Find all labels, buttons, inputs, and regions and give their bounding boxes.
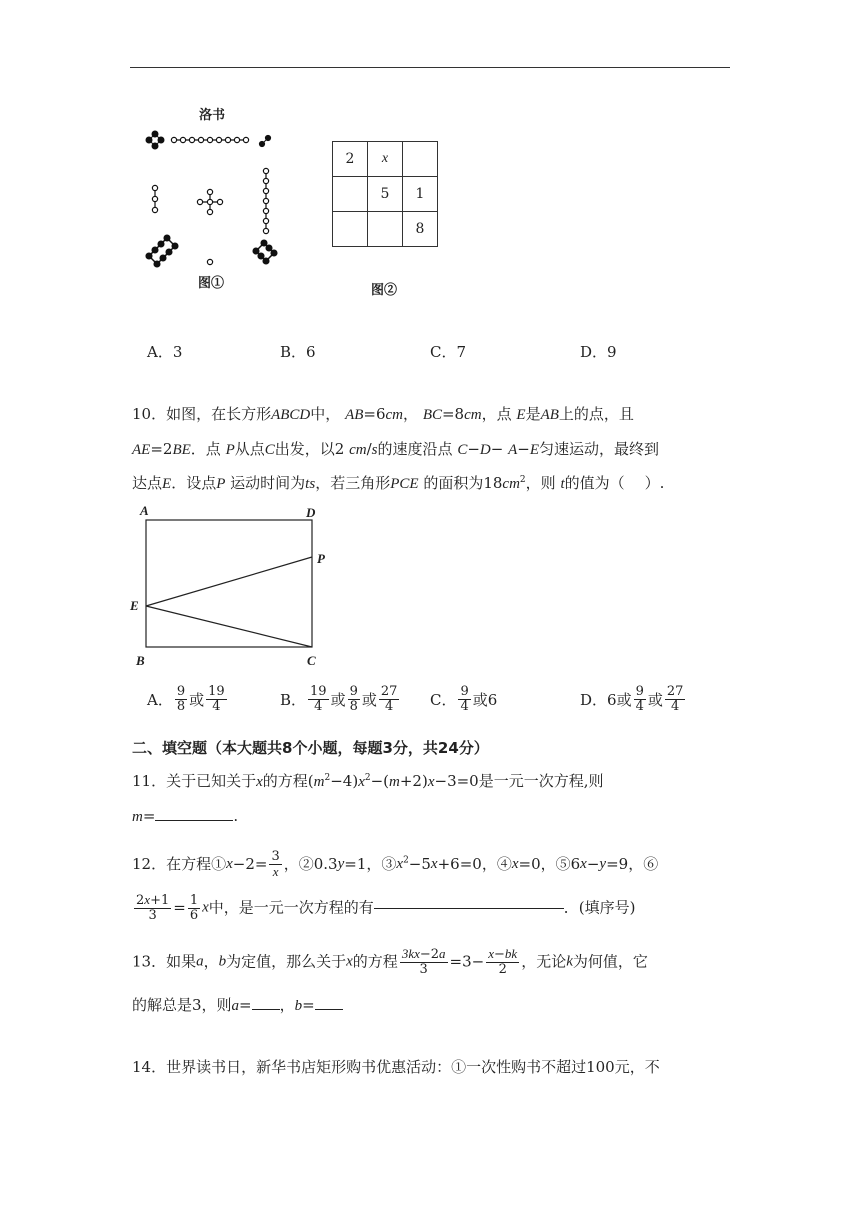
answer-blank[interactable] xyxy=(155,820,233,821)
q14-line1: 14．世界读书日，新华书店矩形购书优惠活动：①一次性购书不超过100元，不 xyxy=(132,1058,660,1076)
q9-choice-d: D．9 xyxy=(580,343,617,361)
q9-choice-c: C．7 xyxy=(430,343,467,361)
answer-blank[interactable] xyxy=(252,1009,280,1010)
label-a: A xyxy=(140,503,149,518)
label-p: P xyxy=(317,551,325,566)
grid-cell xyxy=(403,142,438,177)
label-c: C xyxy=(307,653,316,668)
section-title: 二、填空题（本大题共8个小题，每题3分，共24分） xyxy=(132,739,489,757)
label-e: E xyxy=(130,598,139,613)
q10-choice-d: D．6或 $\frac{9}{4}$ 或 $\frac{27}{4}$ xyxy=(580,684,684,714)
q10-choice-b: B． $\frac{19}{4}$ 或 $\frac{9}{8}$ 或 $\frac{27}{4}$ xyxy=(280,684,398,714)
q13-line2: 的解总是3，则a= ，b= xyxy=(132,998,343,1014)
q11-line1: 11．关于已知关于x的方程$(m^2-4)x^2-(m+2)x-3=0$是一元一次方程,则 xyxy=(132,772,604,790)
answer-blank[interactable] xyxy=(374,908,564,909)
grid-cell: 5 xyxy=(368,177,403,212)
q10-line3: 达点E．设点P 运动时间为ts，若三角形PCE 的面积为$18cm^2$，则 t的值为（ ）. xyxy=(132,474,665,492)
q11-line2: m= . xyxy=(132,807,239,825)
q9-choice-a: A．3 xyxy=(147,343,183,361)
grid-cell: 2 xyxy=(333,142,368,177)
rectangle-diagram xyxy=(128,500,338,670)
label-d: D xyxy=(306,505,316,520)
q12-line1: 12．在方程①x−2= $\frac{3}{x}$ ，②0.3y=1，$③x^2-5x+6=0$，④x=0，⑤6x−y=9，⑥ xyxy=(132,849,659,879)
luoshu-diagram xyxy=(140,126,290,276)
answer-blank[interactable] xyxy=(315,1009,343,1010)
grid-cell: 1 xyxy=(403,177,438,212)
fig2-caption: 图② xyxy=(371,283,398,298)
fig1-caption: 图① xyxy=(198,276,225,291)
q10-choice-c: C． $\frac{9}{4}$ 或6 xyxy=(430,684,498,714)
magic-square-grid xyxy=(332,141,438,247)
grid-cell: 8 xyxy=(403,212,438,247)
label-b: B xyxy=(136,653,145,668)
grid-cell xyxy=(333,177,368,212)
q9-choice-b: B．6 xyxy=(280,343,316,361)
fig1-title: 洛书 xyxy=(199,108,226,123)
q13-line1: 13．如果a，b为定值，那么关于x的方程 $\frac{3kx-2a}{3}$ =3− $\frac{x-bk}{2}$ ，无论k为何值，它 xyxy=(132,946,648,977)
grid-cell: x xyxy=(368,142,403,177)
grid-cell xyxy=(333,212,368,247)
q12-line2: $\frac{2x+1}{3}$ = $\frac{1}{6}$ x中，是一元一次方程的有 ．(填序号) xyxy=(136,892,636,923)
q10-line1: 10．如图，在长方形ABCD中， AB=6cm， BC=8cm，点 E是AB上的点，且 xyxy=(132,405,634,423)
header-rule xyxy=(130,67,730,68)
q10-choice-a: A． $\frac{9}{8}$ 或 $\frac{19}{4}$ xyxy=(147,684,225,714)
grid-cell xyxy=(368,212,403,247)
q10-line2: AE=2BE．点 P从点C出发，以2 cm/s的速度沿点 C−D− A−E匀速运动，最终到 xyxy=(132,440,660,458)
